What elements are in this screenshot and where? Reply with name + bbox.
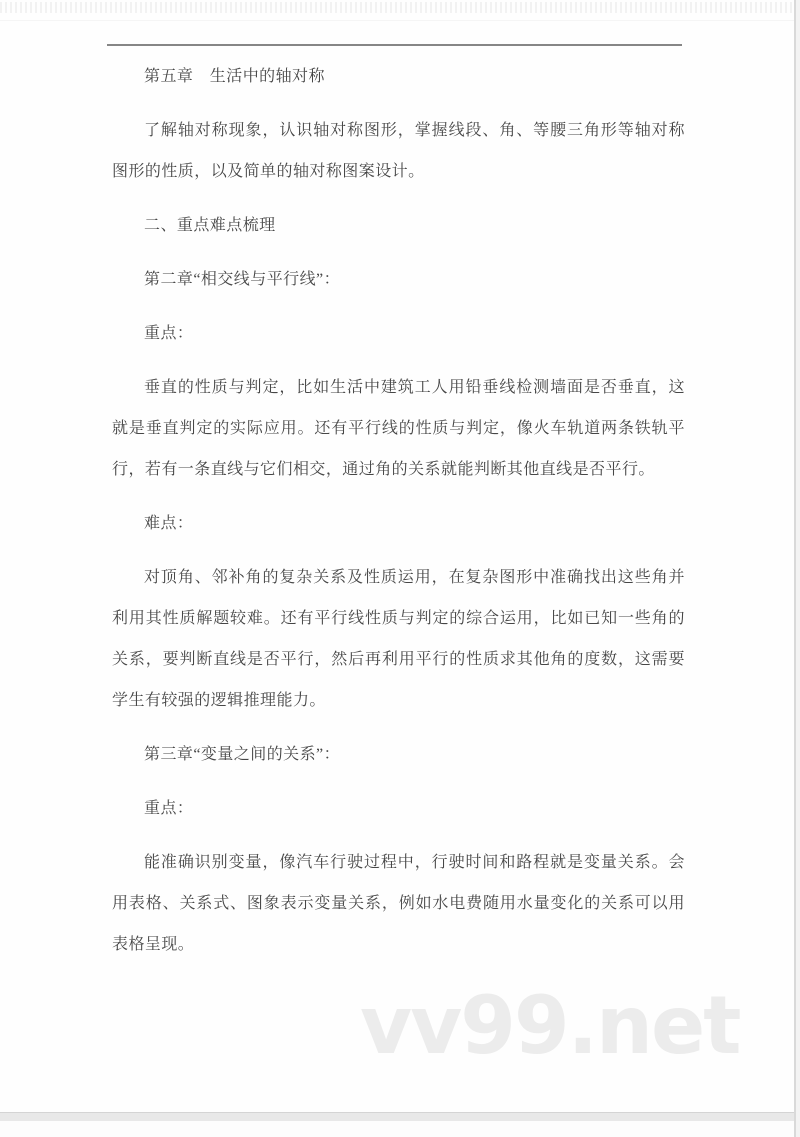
page-bottom-separator-band [0,1112,800,1121]
subsection-heading: 第二章“相交线与平行线”： [144,271,341,288]
chapter-heading: 第五章 生活中的轴对称 [144,68,325,85]
page-top-perforation-texture [0,2,800,13]
page-top-faint-line [0,20,800,21]
paragraph: 了解轴对称现象，认识轴对称图形，掌握线段、角、等腰三角形等轴对称图形的性质，以及简单的轴对称图案设计。 [112,122,685,180]
next-page-edge [0,1121,800,1137]
paragraph: 能准确识别变量，像汽车行驶过程中，行驶时间和路程就是变量关系。会用表格、关系式、图象表示变量关系，例如水电费随用水量变化的关系可以用表格呈现。 [112,854,685,953]
paragraph: 对顶角、邻补角的复杂关系及性质运用，在复杂图形中准确找出这些角并利用其性质解题较难。还有平行线性质与判定的综合运用，比如已知一些角的关系，要判断直线是否平行，然后再利用平行的性质求其他角的度数，这需要学生有较强的逻辑推理能力。 [112,569,685,709]
key-points-label: 重点： [144,325,194,342]
section-heading: 二、重点难点梳理 [144,217,276,234]
paragraph: 垂直的性质与判定，比如生活中建筑工人用铅垂线检测墙面是否垂直，这就是垂直判定的实际应用。还有平行线的性质与判定，像火车轨道两条铁轨平行，若有一条直线与它们相交，通过角的关系就能判断其他直线是否平行。 [112,379,685,478]
page-right-margin-strip [796,0,800,1137]
header-divider-line [107,44,682,46]
watermark-text: vv99.net [360,979,740,1072]
subsection-heading: 第三章“变量之间的关系”： [144,746,341,763]
document-body [112,56,685,978]
key-points-label: 重点： [144,800,194,817]
difficulties-label: 难点： [144,515,194,532]
page-right-edge-line [794,0,796,1137]
